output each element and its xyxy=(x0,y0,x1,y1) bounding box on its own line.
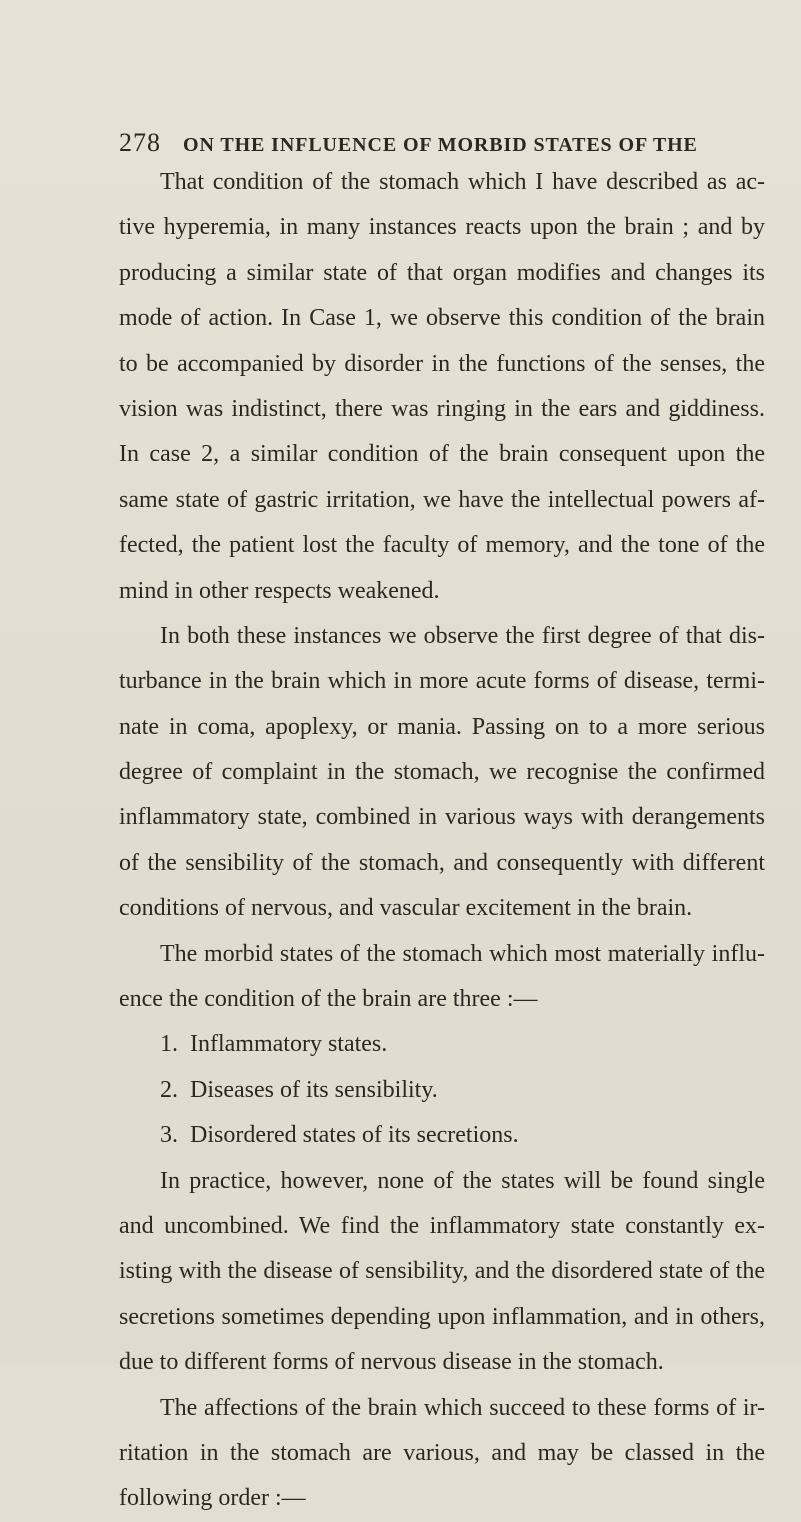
text-line: to be accompanied by disorder in the functions of the senses, the xyxy=(119,350,765,377)
running-head xyxy=(119,128,719,162)
list-text: Disordered states of its secretions. xyxy=(190,1122,519,1149)
text-line: The affections of the brain which succeed to these forms of ir- xyxy=(160,1394,765,1421)
text-line: producing a similar state of that organ modifies and changes its xyxy=(119,259,765,286)
text-line: turbance in the brain which in more acute forms of disease, termi- xyxy=(119,668,765,695)
text-line: ritation in the stomach are various, and may be classed in the xyxy=(119,1439,765,1466)
text-line: following order :— xyxy=(119,1485,306,1512)
text-line: tive hyperemia, in many instances reacts upon the brain ; and by xyxy=(119,214,765,241)
text-line: due to different forms of nervous disease in the stomach. xyxy=(119,1349,664,1376)
list-item xyxy=(119,1022,765,1067)
text-line: degree of complaint in the stomach, we recognise the confirmed xyxy=(119,759,765,786)
paragraph xyxy=(119,1386,765,1522)
text-line: mind in other respects weakened. xyxy=(119,577,440,604)
text-line: isting with the disease of sensibility, and the disordered state of the xyxy=(119,1258,765,1285)
text-line: vision was indistinct, there was ringing in the ears and giddiness. xyxy=(119,395,765,422)
list-item xyxy=(119,1113,765,1158)
text-line: same state of gastric irritation, we have the intellectual powers af- xyxy=(119,486,765,513)
paragraph xyxy=(119,614,765,932)
running-title: ON THE INFLUENCE OF MORBID STATES OF THE xyxy=(183,134,698,156)
text-line: In both these instances we observe the first degree of that dis- xyxy=(160,622,765,649)
text-line: secretions sometimes depending upon inflammation, and in others, xyxy=(119,1303,765,1330)
text-line: inflammatory state, combined in various ways with derangements xyxy=(119,804,765,831)
text-line: conditions of nervous, and vascular excitement in the brain. xyxy=(119,895,693,922)
text-line: ence the condition of the brain are three :— xyxy=(119,986,538,1013)
text-line: of the sensibility of the stomach, and consequently with different xyxy=(119,849,765,876)
body-text xyxy=(119,160,765,1522)
text-line: In practice, however, none of the states will be found single xyxy=(160,1167,765,1194)
paragraph xyxy=(119,1159,765,1386)
text-line: In case 2, a similar condition of the brain consequent upon the xyxy=(119,441,765,468)
text-line: nate in coma, apoplexy, or mania. Passing on to a more serious xyxy=(119,713,765,740)
text-line: mode of action. In Case 1, we observe this condition of the brain xyxy=(119,305,765,332)
page-number: 278 xyxy=(119,128,161,157)
text-line: That condition of the stomach which I have described as ac- xyxy=(160,169,765,195)
text-line: and uncombined. We find the inflammatory state constantly ex- xyxy=(119,1212,765,1239)
list-number: 2. xyxy=(160,1076,178,1103)
numbered-list xyxy=(119,1022,765,1158)
paragraph xyxy=(119,932,765,1023)
text-line: The morbid states of the stomach which most materially influ- xyxy=(160,940,765,967)
list-text: Diseases of its sensibility. xyxy=(190,1076,438,1103)
text-line: fected, the patient lost the faculty of memory, and the tone of the xyxy=(119,532,765,559)
paragraph xyxy=(119,160,765,614)
list-number: 3. xyxy=(160,1122,178,1149)
list-text: Inflammatory states. xyxy=(190,1031,388,1058)
list-item xyxy=(119,1068,765,1113)
list-number: 1. xyxy=(160,1031,178,1058)
